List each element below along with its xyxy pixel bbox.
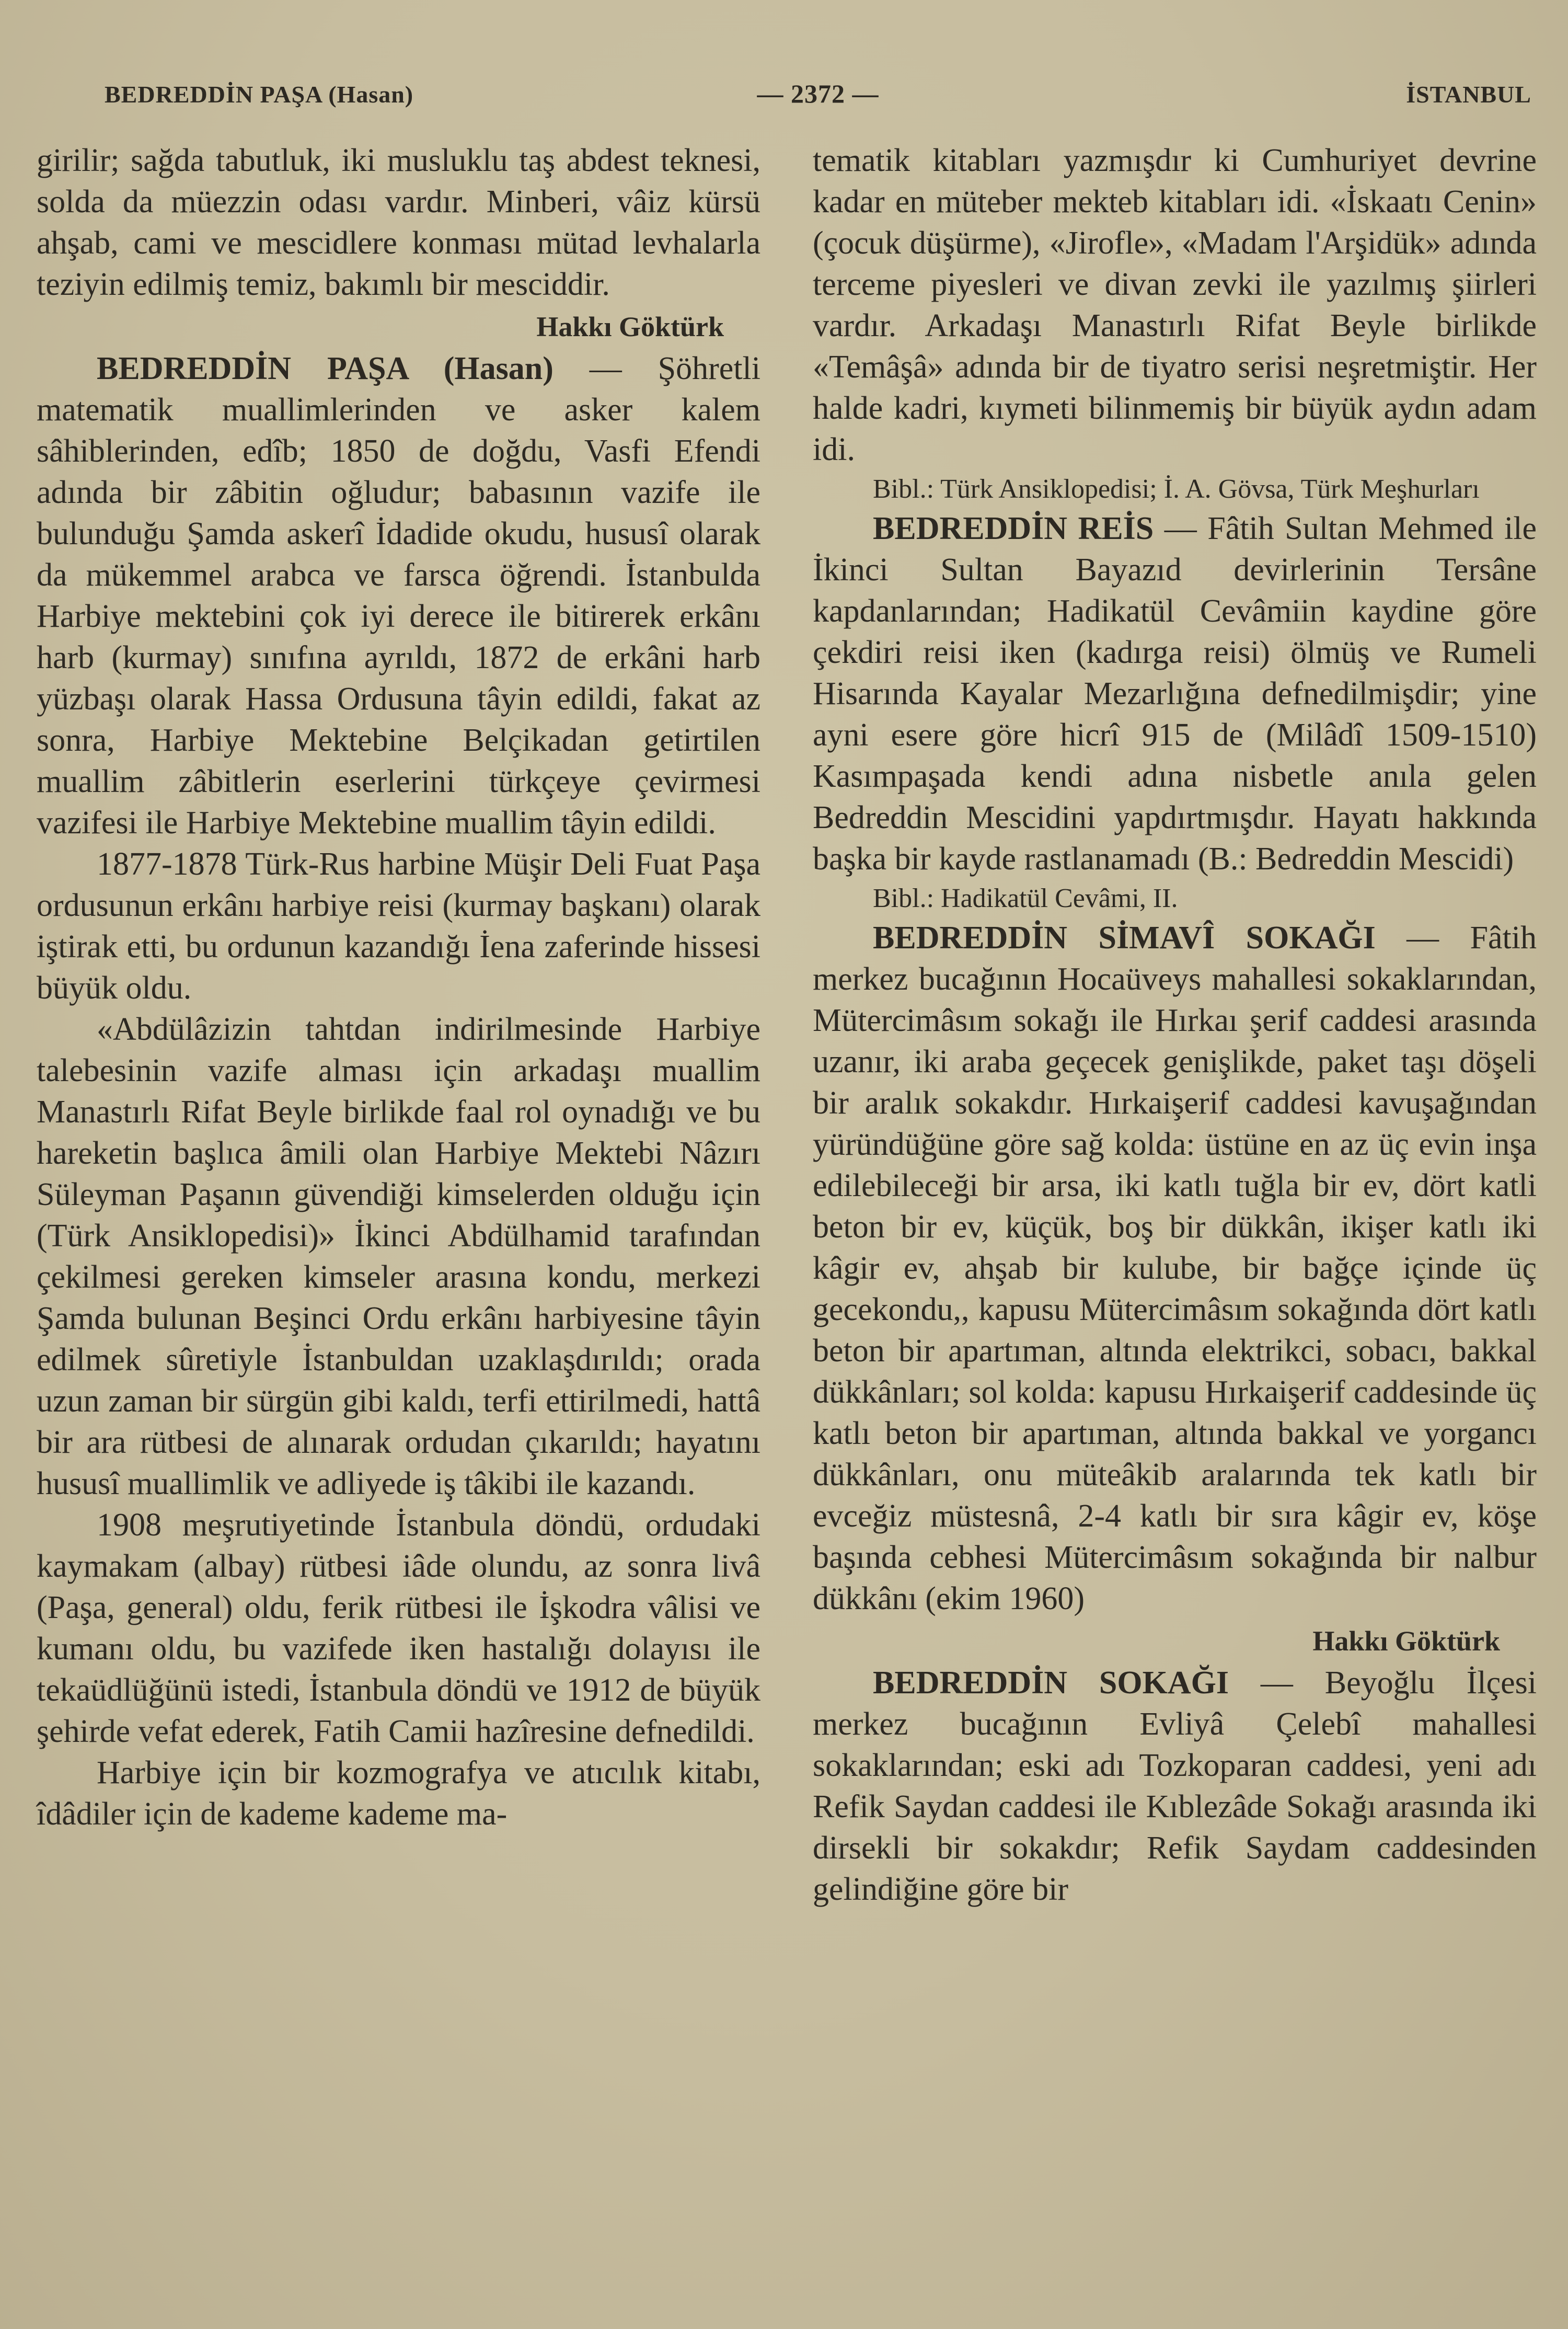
running-header-volume: İSTANBUL <box>1406 81 1531 108</box>
text-run: Harbiye için bir kozmografya ve atıcılık kitabı, îdâdiler için de kademe kademe ma- <box>37 1755 760 1832</box>
entry-title: Hakkı Göktürk <box>536 311 724 342</box>
entry-paragraph <box>37 348 760 844</box>
text-run: «Abdülâzizin tahtdan indirilmesinde Harbiye talebesinin vazife alması için arkadaşı muallim Manastırlı Rifat Beyle birlikde faal rol oynadığı ve bu hareketin başlıca âmili olan Harbiye Mektebi Nâzırı Süleyman Paşanın güvendiği kimselerden olduğu için (Türk Ansiklopedisi)» İkinci Abdülhamid tarafından çekilmesi gereken kimseler arasına kondu, merkezi Şamda bulunan Beşinci Ordu erkânı harbiyesine tâyin edilmek sûretiyle İstanbuldan uzaklaşdırıldı; orada uzun zaman bir sürgün gibi kaldı, terfi ettirilmedi, hattâ bir ara rütbesi de alınarak ordudan çıkarıldı; hayatını hususî muallimlik ve adliyede iş tâkibi ile kazandı. <box>37 1012 760 1501</box>
column-left <box>37 140 760 1910</box>
text-run: — Fâtih merkez bucağının Hocaüveys mahallesi sokaklarından, Mütercimâsım sokağı ile Hırkaı şerif caddesi arasında uzanır, iki araba geçecek genişlikde, paket taşı döşeli bir aralık sokakdır. Hırkaişerif caddesi kavuşağından yüründüğüne göre sağ kolda: üstüne en az üç evin inşa edilebileceği bir arsa, iki katlı tuğla bir ev, dört katli beton bir ev, küçük, boş bir dükkân, ikişer katlı iki kâgir ev, ahşab bir kulube, bir bağçe içinde üç gecekondu,, kapusu Mütercimâsım sokağında dört katlı beton bir apartıman, altında elektrikci, sobacı, bakkal dükkânları; sol kolda: kapusu Hırkaişerif caddesinde üç katlı beton bir apartıman, altında bakkal ve yorgancı dükkânları, onu müteâkib aralarında tek katlı bir evceğiz müstesnâ, 2-4 katlı bir sıra kâgir ev, köşe başında cebhesi Mütercimâsım sokağında bir nalbur dükkânı (ekim 1960) <box>813 920 1537 1616</box>
running-header-entry: BEDREDDİN PAŞA (Hasan) <box>105 81 414 108</box>
indent-paragraph <box>37 1505 760 1752</box>
text-run: 1908 meşrutiyetinde İstanbula döndü, ordudaki kaymakam (albay) rütbesi iâde olundu, az sonra livâ (Paşa, general) oldu, ferik rütbesi ile İşkodra vâlisi ve kumanı oldu, bu vazifede iken hastalığı dolayısı ile tekaüdlüğünü istedi, İstanbula döndü ve 1912 de büyük şehirde vefat ederek, Fatih Camii hazîresine defnedildi. <box>37 1507 760 1749</box>
bibl-paragraph <box>813 471 1537 508</box>
entry-title: BEDREDDİN PAŞA (Hasan) <box>97 351 554 386</box>
column-right <box>813 140 1537 1910</box>
signature-paragraph <box>37 305 760 348</box>
entry-title: BEDREDDİN REİS <box>873 511 1154 546</box>
page-number: — 2372 — <box>757 79 879 108</box>
continuation-paragraph <box>37 140 760 305</box>
entry-paragraph <box>813 1662 1537 1910</box>
entry-title: BEDREDDİN SOKAĞI <box>873 1665 1229 1701</box>
text-run: 1877-1878 Türk-Rus harbine Müşir Deli Fuat Paşa ordusunun erkânı harbiye reisi (kurmay başkanı) olarak iştirak etti, bu ordunun kazandığı İena zaferinde hissesi büyük oldu. <box>37 846 760 1006</box>
indent-paragraph <box>37 1009 760 1505</box>
signature-paragraph <box>813 1620 1537 1662</box>
entry-title: BEDREDDİN SİMAVÎ SOKAĞI <box>873 920 1376 956</box>
text-run: tematik kitabları yazmışdır ki Cumhuriyet devrine kadar en müteber mekteb kitabları idi. «İskaatı Cenin» (çocuk düşürme), «Jirofle», «Madam l'Arşidük» adında terceme piyesleri ve divan zevki ile yazılmış şiirleri vardır. Arkadaşı Manastırlı Rifat Beyle birlikde «Temâşâ» adında bir de tiyatro serisi neşretmiştir. Her halde kadri, kıymeti bilinmemiş bir büyük aydın adam idi. <box>813 143 1537 467</box>
text-run: girilir; sağda tabutluk, iki musluklu taş abdest teknesi, solda da müezzin odası vardır. Minberi, vâiz kürsü ahşab, cami ve mescidlere konması mütad levhalarla teziyin edilmiş temiz, bakımlı bir mesciddir. <box>37 143 760 302</box>
text-run: — Beyoğlu İlçesi merkez bucağının Evliyâ Çelebî mahallesi sokaklarından; eski adı Tozkoparan caddesi, yeni adı Refik Saydan caddesi ile Kıblezâde Sokağı arasında iki dirsekli bir sokakdır; Refik Saydam caddesinden gelindiğine göre bir <box>813 1665 1537 1907</box>
indent-paragraph <box>37 1752 760 1835</box>
entry-paragraph <box>813 917 1537 1620</box>
indent-paragraph <box>37 844 760 1009</box>
bibl-paragraph <box>813 880 1537 917</box>
entry-title: Hakkı Göktürk <box>1312 1625 1500 1657</box>
continuation-paragraph <box>813 140 1537 471</box>
text-run: Bibl.: Türk Ansiklopedisi; İ. A. Gövsa, Türk Meşhurları <box>873 474 1480 504</box>
running-header <box>37 78 1537 109</box>
text-columns <box>37 140 1537 1910</box>
text-run: — Fâtih Sultan Mehmed ile İkinci Sultan Bayazıd devirlerinin Tersâne kapdanlarından; Hadikatül Cevâmiin kaydine göre çekdiri reisi iken (kadırga reisi) ölmüş ve Rumeli Hisarında Kayalar Mezarlığına defnedilmişdir; yine ayni esere göre hicrî 915 de (Milâdî 1509-1510) Kasımpaşada kendi adına nisbetle anıla gelen Bedreddin Mescidini yapdırtmışdır. Hayatı hakkında başka bir kayde rastlanamadı (B.: Bedreddin Mescidi) <box>813 511 1537 877</box>
text-run: — Şöhretli matematik muallimlerinden ve asker kalem sâhiblerinden, edîb; 1850 de doğdu, Vasfi Efendi adında bir zâbitin oğludur; babasının vazife ile bulunduğu Şamda askerî İdadide okudu, hususî olarak da mükemmel arabca ve farsca öğrendi. İstanbulda Harbiye mektebini çok iyi derece ile bitirerek erkânı harb (kurmay) sınıfına ayrıldı, 1872 de erkâni harb yüzbaşı olarak Hassa Ordusuna tâyin edildi, fakat az sonra, Harbiye Mektebine Belçikadan getirtilen muallim zâbitlerin eserlerini türkçeye çevirmesi vazifesi ile Harbiye Mektebine muallim tâyin edildi. <box>37 351 760 841</box>
text-run: Bibl.: Hadikatül Cevâmi, II. <box>873 884 1178 913</box>
entry-paragraph <box>813 508 1537 880</box>
